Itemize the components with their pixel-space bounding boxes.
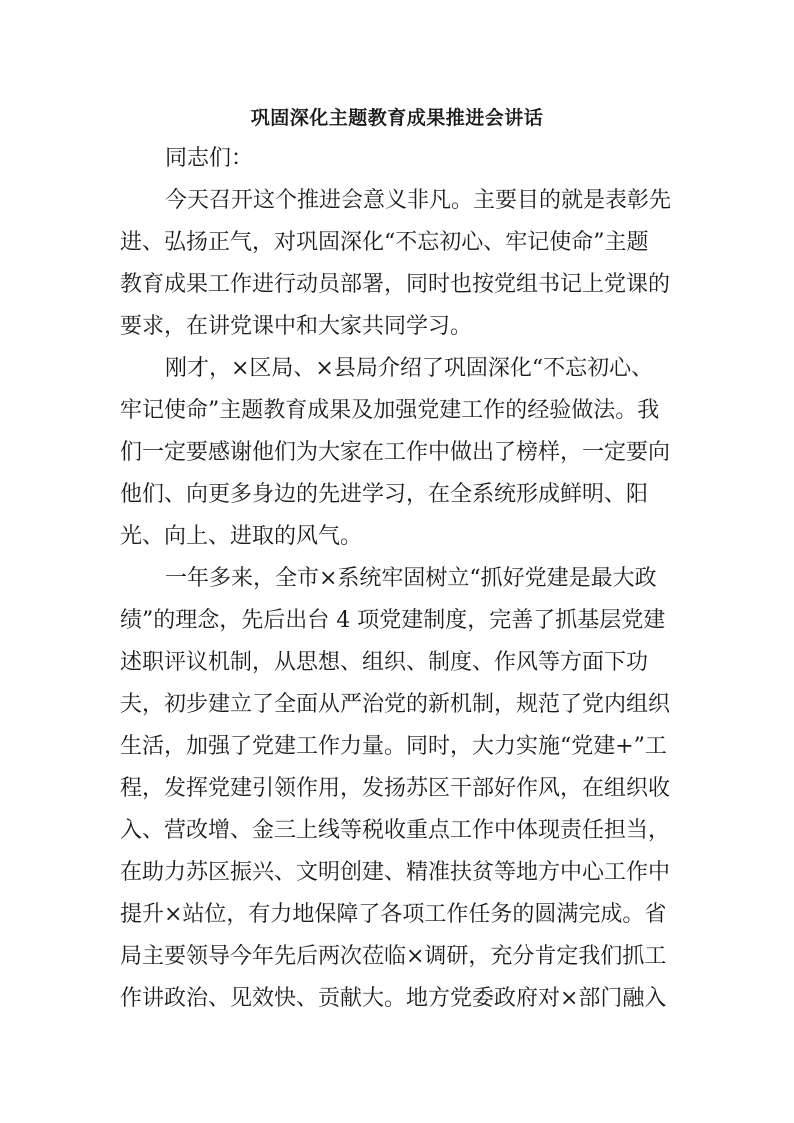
paragraph-line: 夫，初步建立了全面从严治党的新机制，规范了党内组织 [120,692,671,717]
paragraph-line: 教育成果工作进行动员部署，同时也按党组书记上党课的 [120,272,671,297]
paragraph-first-line: 一年多来，全市×系统牢固树立“抓好党建是最大政 [165,566,657,591]
paragraph-line: 作讲政治、见效快、贡献大。地方党委政府对×部门融入 [120,986,667,1011]
paragraph-line: 们一定要感谢他们为大家在工作中做出了榜样，一定要向 [120,440,671,465]
paragraph-line: 光、向上、进取的风气。 [120,524,363,549]
paragraph-line: 他们、向更多身边的先进学习，在全系统形成鲜明、阳 [120,482,649,507]
paragraph-line: 牢记使命”主题教育成果及加强党建工作的经验做法。我 [120,398,660,423]
paragraph-line: 绩”的理念，先后出台 4 项党建制度，完善了抓基层党建 [120,608,666,633]
paragraph-first-line: 同志们： [165,146,254,171]
paragraph-line: 生活，加强了党建工作力量。同时，大力实施“党建+”工 [120,734,667,759]
paragraph-line: 入、营改增、金三上线等税收重点工作中体现责任担当， [120,818,671,843]
paragraph-line: 要求，在讲党课中和大家共同学习。 [120,314,473,339]
paragraph-first-line: 刚才，×区局、×县局介绍了巩固深化“不忘初心、 [165,356,654,381]
paragraph-line: 提升×站位，有力地保障了各项工作任务的圆满完成。省 [120,902,667,927]
paragraph-line: 进、弘扬正气，对巩固深化“不忘初心、牢记使命”主题 [120,230,649,255]
paragraph-line: 述职评议机制，从思想、组织、制度、作风等方面下功 [120,650,649,675]
paragraph-line: 程，发挥党建引领作用，发扬苏区干部好作风，在组织收 [120,776,671,801]
paragraph-line: 局主要领导今年先后两次莅临×调研，充分肯定我们抓工 [120,944,667,969]
paragraph-first-line: 今天召开这个推进会意义非凡。主要目的就是表彰先 [165,188,672,213]
document-title: 巩固深化主题教育成果推进会讲话 [250,107,544,129]
paragraph-line: 在助力苏区振兴、文明创建、精准扶贫等地方中心工作中 [120,860,671,885]
